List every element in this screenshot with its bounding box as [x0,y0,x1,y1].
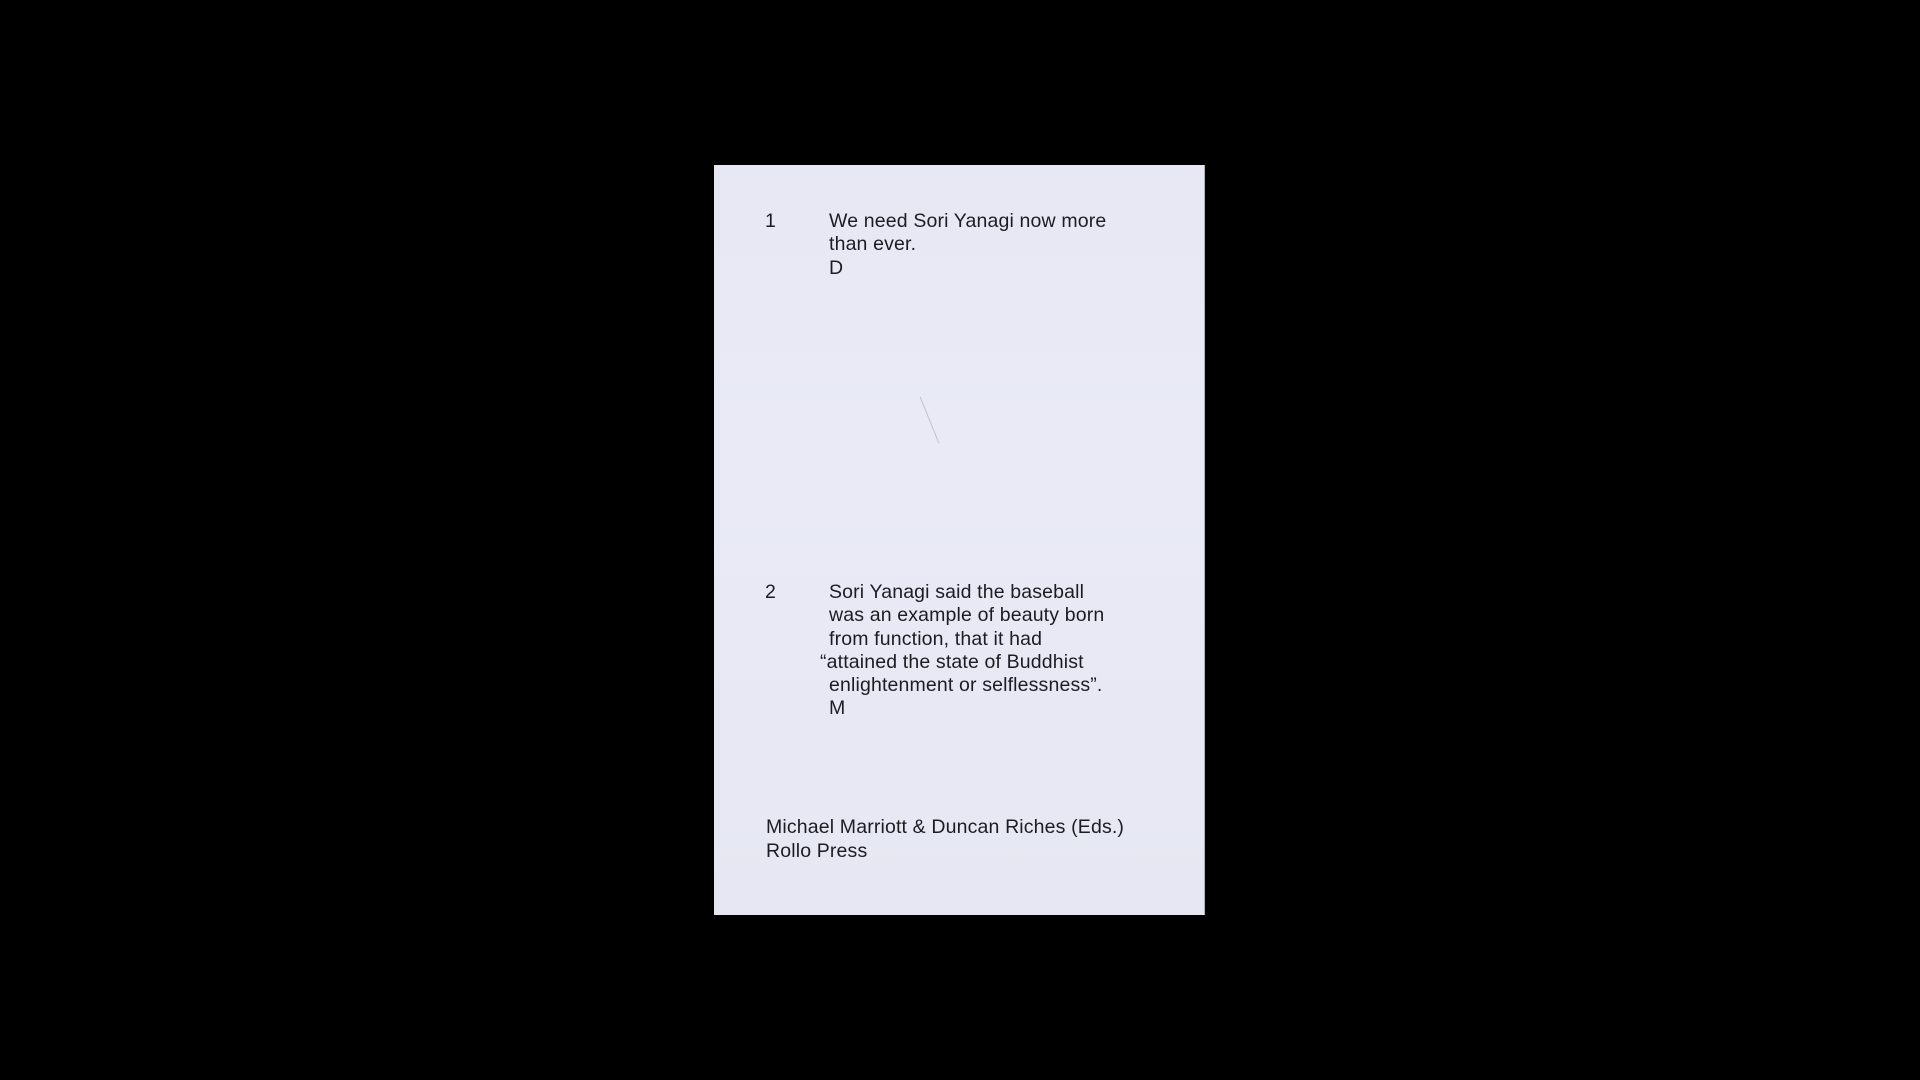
entry-number: 2 [765,581,776,603]
cover-edge-shadow [1204,165,1207,915]
cover-credits [766,815,1124,863]
book-cover [714,165,1205,915]
entry-line: was an example of beauty born [829,604,1105,627]
entry-line: enlightenment or selflessness”. [829,674,1103,697]
entry-text [820,581,1189,721]
entry-line: We need Sori Yanagi now more [829,210,1107,232]
entry-line: from function, that it had [829,627,1043,650]
editors-line: Michael Marriott & Duncan Riches (Eds.) [766,816,1125,838]
paper-scratch-mark [920,397,940,444]
entry-author-initial: D [829,256,844,279]
entry-text [829,210,1189,280]
publisher-line: Rollo Press [766,840,868,862]
entry-number: 1 [765,210,776,232]
entry-line: “attained the state of Buddhist [820,650,1084,673]
entry-line: than ever. [829,233,917,256]
entry-line: Sori Yanagi said the baseball [829,581,1085,603]
entry-author-initial: M [829,697,846,720]
